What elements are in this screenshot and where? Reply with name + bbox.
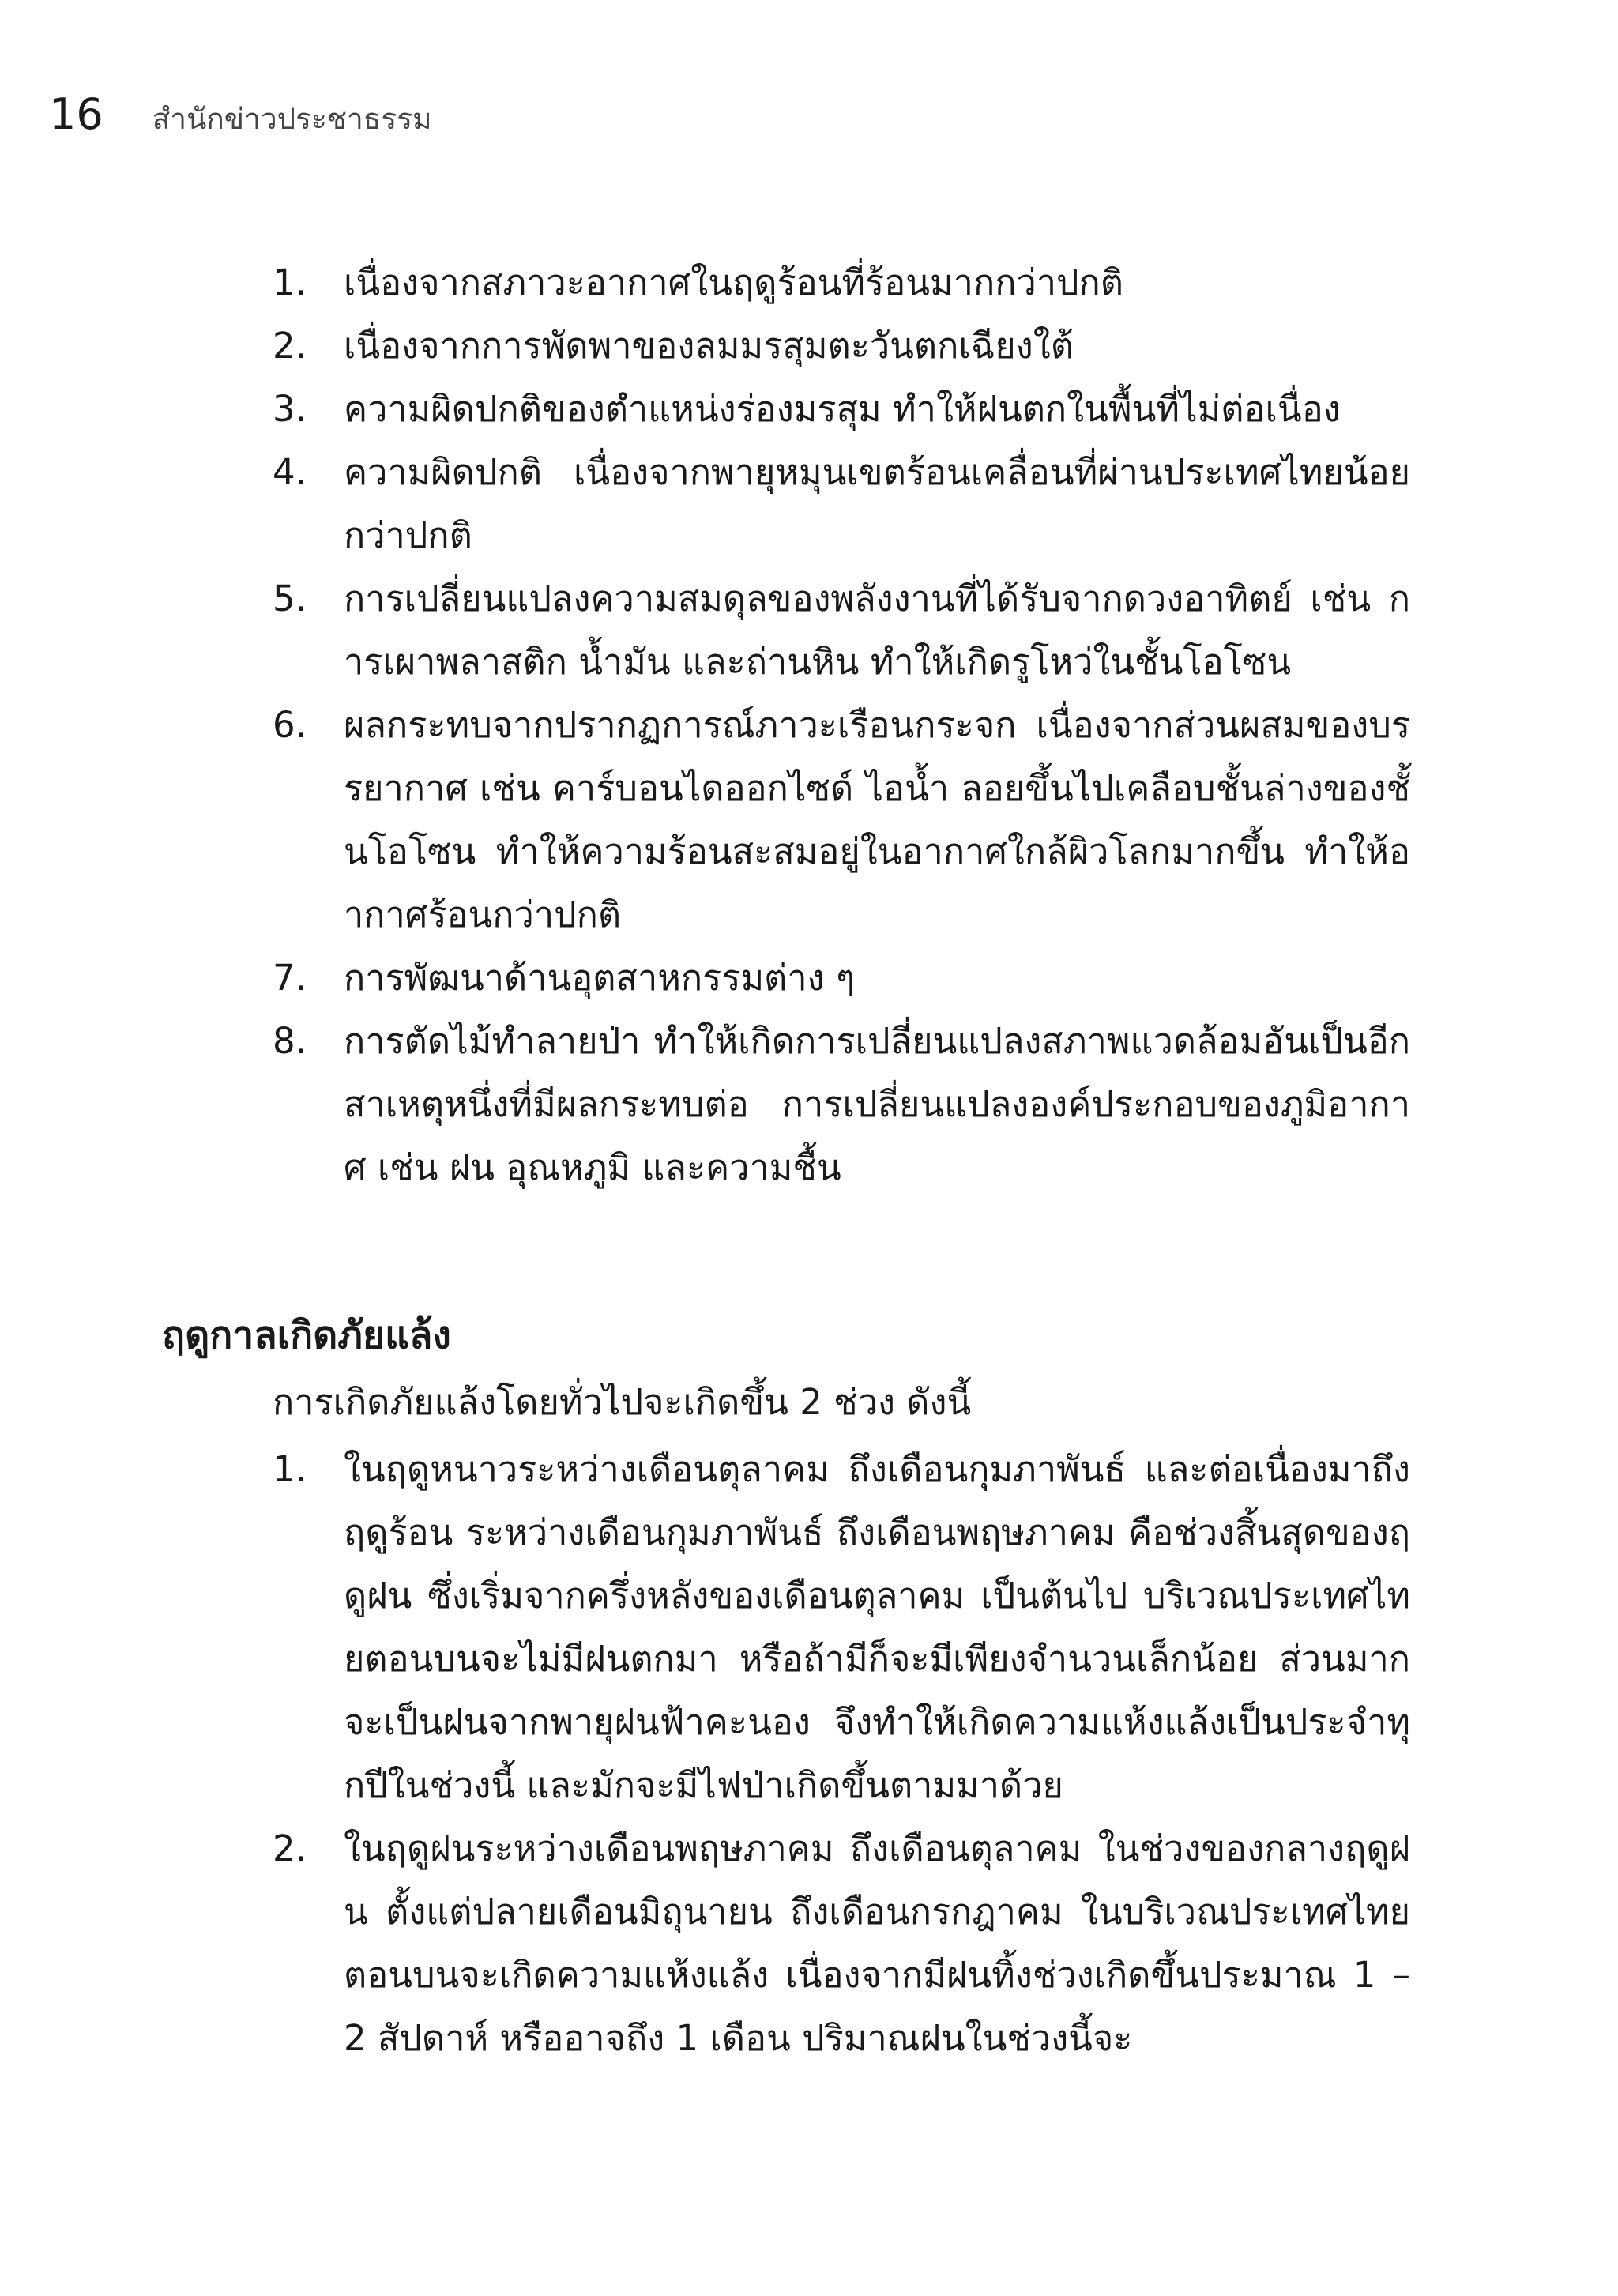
- list-item-text: ในฤดูหนาวระหว่างเดือนตุลาคม ถึงเดือนกุมภาพันธ์ และต่อเนื่องมาถึงฤดูร้อน ระหว่างเดือนกุมภาพันธ์ ถึงเดือนพฤษภาคม คือช่วงสิ้นสุดของฤดูฝน ซึ่งเริ่มจากครึ่งหลังของเดือนตุลาคม เป็นต้นไป บริเวณประเทศไทยตอนบนจะไม่มีฝนตกมา หรือถ้ามีก็จะมีเพียงจำนวนเล็กน้อย ส่วนมากจะเป็นฝนจากพายุฝนฟ้าคะนอง จึงทำให้เกิดความแห้งแล้งเป็นประจำทุกปีในช่วงนี้ และมักจะมีไฟป่าเกิดขึ้นตามมาด้วย: [344, 1448, 1410, 1806]
- page-header: [49, 89, 432, 139]
- list-item-number: 4.: [273, 451, 307, 493]
- list-item: [273, 1438, 1410, 1817]
- list-item-text: เนื่องจากการพัดพาของลมมรสุมตะวันตกเฉียงใต้: [344, 325, 1074, 367]
- list-item-text: เนื่องจากสภาวะอากาศในฤดูร้อนที่ร้อนมากกว่าปกติ: [344, 262, 1124, 303]
- list-item: [273, 251, 1410, 314]
- section-heading: ฤดูกาลเกิดภัยแล้ง: [162, 1313, 451, 1357]
- page-number: 16: [49, 89, 103, 139]
- list-item-text: การพัฒนาด้านอุตสาหกรรมต่าง ๆ: [344, 957, 856, 999]
- list-item: [273, 567, 1410, 694]
- drought-periods-list: [273, 1438, 1410, 2070]
- list-item-text: การเปลี่ยนแปลงความสมดุลของพลังงานที่ได้รับจากดวงอาทิตย์ เช่น การเผาพลาสติก น้ำมัน และถ่านหิน ทำให้เกิดรูโหว่ในชั้นโอโซน: [344, 578, 1410, 683]
- list-item: [273, 694, 1410, 947]
- list-item-number: 3.: [273, 388, 307, 430]
- list-item: [273, 1010, 1410, 1199]
- list-item-number: 2.: [273, 1827, 307, 1869]
- list-item-text: ความผิดปกติ เนื่องจากพายุหมุนเขตร้อนเคลื่อนที่ผ่านประเทศไทยน้อยกว่าปกติ: [344, 451, 1410, 556]
- causes-list: [273, 251, 1410, 1199]
- list-item: [273, 947, 1410, 1010]
- list-item-text: ในฤดูฝนระหว่างเดือนพฤษภาคม ถึงเดือนตุลาคม ในช่วงของกลางฤดูฝน ตั้งแต่ปลายเดือนมิถุนายน ถึงเดือนกรกฎาคม ในบริเวณประเทศไทยตอนบนจะเกิดความแห้งแล้ง เนื่องจากมีฝนทิ้งช่วงเกิดขึ้นประมาณ 1 – 2 สัปดาห์ หรืออาจถึง 1 เดือน ปริมาณฝนในช่วงนี้จะ: [344, 1827, 1410, 2059]
- list-item-number: 8.: [273, 1020, 307, 1062]
- list-item-text: ผลกระทบจากปรากฏการณ์ภาวะเรือนกระจก เนื่องจากส่วนผสมของบรรยากาศ เช่น คาร์บอนไดออกไซด์ ไอน้ำ ลอยขึ้นไปเคลือบชั้นล่างของชั้นโอโซน ทำให้ความร้อนสะสมอยู่ในอากาศใกล้ผิวโลกมากขึ้น ทำให้อากาศร้อนกว่าปกติ: [344, 704, 1410, 935]
- list-item: [273, 441, 1410, 567]
- list-item: [273, 1817, 1410, 2070]
- list-item-number: 6.: [273, 704, 307, 746]
- list-item-number: 1.: [273, 1448, 307, 1490]
- list-item-number: 7.: [273, 957, 307, 999]
- list-item: [273, 314, 1410, 378]
- section-intro: การเกิดภัยแล้งโดยทั่วไปจะเกิดขึ้น 2 ช่วง ดังนี้: [273, 1381, 972, 1423]
- list-item: [273, 378, 1410, 441]
- list-item-number: 1.: [273, 262, 307, 303]
- running-title: สำนักข่าวประชาธรรม: [152, 102, 432, 136]
- list-item-number: 2.: [273, 325, 307, 367]
- list-item-text: ความผิดปกติของตำแหน่งร่องมรสุม ทำให้ฝนตกในพื้นที่ไม่ต่อเนื่อง: [344, 388, 1341, 430]
- list-item-text: การตัดไม้ทำลายป่า ทำให้เกิดการเปลี่ยนแปลงสภาพแวดล้อมอันเป็นอีกสาเหตุหนึ่งที่มีผลกระทบต่อ การเปลี่ยนแปลงองค์ประกอบของภูมิอากาศ เช่น ฝน อุณหภูมิ และความชื้น: [344, 1020, 1410, 1188]
- list-item-number: 5.: [273, 578, 307, 619]
